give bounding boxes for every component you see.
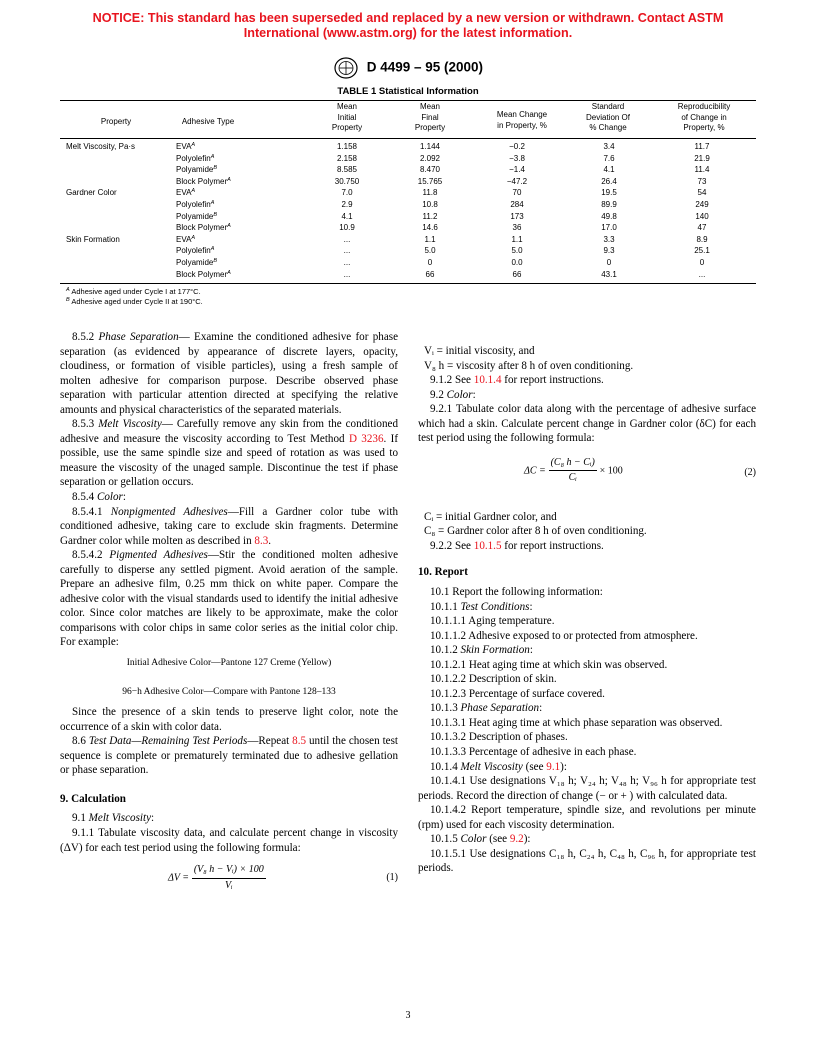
- footnote-mark: A: [210, 246, 215, 253]
- table-bottom-rule: [60, 283, 756, 284]
- para-8-5-4-2: 8.5.4.2 Pigmented Adhesives—Stir the conditioned molten adhesive carefully to disperse any settled pigment. Avoid aeration of the sample. Prepare an adhesive film, 0.25 mm thick on white paper. Compare the adhesive color with the visual standards used to identify the initial adhesive color. Since color matches are likely to be approximate, make the color comparisons with color chips in same color series as the initial color chip. For example:: [60, 549, 398, 649]
- para-10-1-4-2: 10.1.4.2 Report temperature, spindle size, and revolutions per minute (rpm) used for each viscosity determination.: [418, 804, 756, 831]
- cell-adhesive: Block Polymer$^A$: [176, 269, 231, 279]
- cell-final: 8.470: [419, 165, 441, 175]
- cell-property: Melt Viscosity, Pa·s: [66, 142, 136, 151]
- equation-1-label: (1): [386, 872, 398, 884]
- link-10-1-4[interactable]: 10.1.4: [473, 374, 502, 387]
- equation-2-label: (2): [744, 466, 756, 478]
- link-9-1[interactable]: 9.1: [546, 760, 561, 773]
- cell-stddev: 3.3: [603, 234, 615, 244]
- cell-stddev: 3.4: [603, 142, 615, 151]
- cell-repro: 0: [699, 258, 705, 267]
- cell-repro: 25.1: [694, 246, 710, 256]
- footnote-mark: B: [213, 211, 218, 218]
- table-top-rule: [60, 100, 756, 101]
- notice-line-2: International (www.astm.org) for the latest information.: [243, 26, 573, 40]
- cell-repro: 11.4: [694, 165, 710, 175]
- para-10-1-3-3: 10.1.3.3 Percentage of adhesive in each phase.: [430, 746, 637, 759]
- cell-repro: 140: [695, 211, 709, 221]
- table-row: [60, 188, 756, 197]
- cell-repro: 11.7: [694, 142, 710, 151]
- cell-repro: 8.9: [696, 234, 708, 244]
- cell-final: 0: [427, 258, 433, 267]
- cell-stddev: 43.1: [601, 269, 617, 279]
- left-column: [60, 330, 398, 905]
- page-number: 3: [405, 1010, 411, 1021]
- para-9-1-1: 9.1.1 Tabulate viscosity data, and calculate percent change in viscosity (ΔV) for each test period using the following formula:: [60, 826, 398, 854]
- withdrawn-notice: [0, 11, 816, 41]
- equation-2: ΔC = $\frac{\text{(C₈ h − Cᵢ)}}{\text{Cᵢ}}$ × 100 (2): [524, 456, 756, 484]
- para-10-1-3-2: 10.1.3.2 Description of phases.: [430, 731, 568, 744]
- cell-change: −0.2: [509, 142, 525, 151]
- cell-adhesive: $EVA^A$: [176, 234, 196, 244]
- footnote-b: $^B$ Adhesive aged under Cycle II at 190°C.: [66, 297, 203, 306]
- cell-initial: ...: [343, 258, 351, 267]
- th-property: Property: [100, 117, 132, 126]
- th-reproducibility: Reproducibility of Change in Property, %: [677, 102, 731, 132]
- th-mean-change: Mean Change in Property, %: [496, 110, 548, 130]
- table-header-rule: [60, 138, 756, 139]
- example-initial-color: Initial Adhesive Color—Pantone 127 Creme (Yellow): [126, 658, 332, 669]
- cell-change: 36: [512, 223, 522, 233]
- var-vi: Vᵢ = initial viscosity, and: [424, 345, 535, 357]
- cell-initial: 10.9: [339, 223, 355, 233]
- example-96h-color: 96−h Adhesive Color—Compare with Pantone 128–133: [122, 686, 336, 697]
- para-8-6: 8.6 Test Data—Remaining Test Periods—Repeat 8.5 until the chosen test sequence is complete or prematurely terminated due to adhesive gellation or phase separation.: [60, 735, 398, 777]
- cell-stddev: 7.6: [603, 153, 615, 163]
- cell-repro: 249: [695, 200, 709, 209]
- table-row: [60, 154, 756, 163]
- cell-final: 15.765: [417, 176, 443, 186]
- cell-stddev: 19.5: [601, 188, 617, 198]
- cell-initial: 8.585: [336, 165, 358, 175]
- cell-adhesive: Polyolefin$^A$: [176, 153, 215, 163]
- table-row: [60, 165, 756, 174]
- cell-final: 10.8: [422, 200, 438, 209]
- cell-adhesive: Polyamide$^B$: [176, 165, 218, 175]
- cell-final: 11.8: [422, 188, 438, 198]
- cell-repro: ...: [698, 269, 706, 279]
- cell-adhesive: Block Polymer$^A$: [176, 223, 231, 233]
- para-8-5-3: 8.5.3 Melt Viscosity— Carefully remove any skin from the conditioned adhesive and measure the viscosity according to Test Method D 3236. If possible, use the same spindle size and speed of rotation as was used to measure the viscosity of the unaged sample. Discontinue the test if phase separation or gellation occurs.: [60, 418, 399, 489]
- para-8-5-4-1: 8.5.4.1 Nonpigmented Adhesives—Fill a Gardner color tube with conditioned adhesive, taking care to exclude skin fragments. Determine Gardner color while molten as described in 8.3.: [60, 505, 399, 547]
- para-9-1: 9.1 Melt Viscosity:: [72, 812, 155, 825]
- para-10-1-2: 10.1.2 Skin Formation:: [430, 644, 533, 657]
- para-9-2-2: 9.2.2 See 10.1.5 for report instructions.: [430, 539, 604, 552]
- cell-stddev: 0: [606, 258, 612, 267]
- cell-stddev: 17.0: [601, 223, 617, 233]
- heading-calculation: 9. Calculation: [60, 792, 126, 805]
- cell-initial: 2.9: [341, 200, 353, 209]
- footnote-mark: B: [213, 258, 218, 264]
- heading-report: 10. Report: [418, 566, 468, 579]
- para-10-1-3-1: 10.1.3.1 Heat aging time at which phase separation was observed.: [430, 716, 723, 729]
- link-8-5[interactable]: 8.5: [292, 735, 307, 748]
- cell-adhesive: Polyamide$^B$: [176, 258, 218, 267]
- cell-adhesive: Polyolefin$^A$: [176, 246, 215, 256]
- cell-change: −1.4: [509, 165, 525, 175]
- footnote-mark: A: [191, 234, 196, 241]
- cell-final: 1.144: [419, 142, 441, 151]
- cell-change: 0.0: [511, 258, 523, 267]
- para-10-1-1-1: 10.1.1.1 Aging temperature.: [430, 615, 555, 628]
- cell-change: −47.2: [506, 176, 528, 186]
- table-body: [60, 142, 756, 282]
- footnote-mark: A: [210, 153, 215, 160]
- table-row: [60, 142, 756, 151]
- cell-initial: ...: [343, 269, 351, 279]
- cell-change: 66: [512, 269, 522, 279]
- para-10-1-4-1: 10.1.4.1 Use designations V₁₈ h; V₂₄ h; V₄₈ h; V₉₆ h for appropriate test periods. Record the direction of change (− or + ) with calculated data.: [418, 775, 756, 802]
- table-row: [60, 177, 756, 186]
- link-8-3[interactable]: 8.3: [254, 534, 269, 547]
- cell-change: 173: [510, 211, 524, 221]
- th-mean-initial: Mean Initial Property: [331, 102, 363, 132]
- para-10-1-1: 10.1.1 Test Conditions:: [430, 600, 533, 613]
- para-10-1-5-1: 10.1.5.1 Use designations C₁₈ h, C₂₄ h, C₄₈ h, C₉₆ h, for appropriate test periods.: [418, 847, 756, 875]
- astm-logo-icon: [333, 57, 359, 79]
- footnote-mark: A: [191, 142, 196, 148]
- equation-1: ΔV = $\frac{\text{(V₈ h − Vᵢ) × 100}}{\text{Vᵢ}}$ (1): [168, 864, 398, 891]
- para-10-1: 10.1 Report the following information:: [430, 586, 603, 599]
- footnote-a: $^A$ Adhesive aged under Cycle I at 177°C.: [66, 287, 201, 296]
- cell-change: 5.0: [511, 246, 523, 256]
- cell-change: 1.1: [511, 234, 523, 244]
- footnote-mark: A: [210, 200, 215, 206]
- para-10-1-5: 10.1.5 Color (see 9.2):: [430, 833, 531, 846]
- th-mean-final: Mean Final Property: [414, 102, 446, 132]
- cell-stddev: 89.9: [601, 200, 617, 209]
- para-10-1-2-3: 10.1.2.3 Percentage of surface covered.: [430, 687, 605, 700]
- para-10-1-2-1: 10.1.2.1 Heat aging time at which skin was observed.: [430, 658, 668, 671]
- cell-final: 1.1: [424, 234, 436, 244]
- notice-line-1: NOTICE: This standard has been superseded and replaced by a new version or withdrawn. Contact ASTM: [92, 11, 724, 25]
- cell-repro: 54: [697, 188, 707, 198]
- cell-adhesive: Polyamide$^B$: [176, 211, 218, 221]
- cell-stddev: 9.3: [603, 246, 615, 256]
- th-adhesive-type: Adhesive Type: [181, 117, 235, 126]
- para-10-1-4: 10.1.4 Melt Viscosity (see 9.1):: [430, 760, 567, 773]
- cell-stddev: 26.4: [601, 176, 617, 186]
- cell-final: 14.6: [422, 223, 438, 233]
- cell-property: Gardner Color: [66, 188, 117, 198]
- cell-adhesive: $EVA^A$: [176, 188, 196, 198]
- cell-initial: 4.1: [341, 211, 353, 221]
- table-title: TABLE 1 Statistical Information: [337, 86, 479, 97]
- cell-initial: 7.0: [341, 188, 353, 198]
- table-row: [60, 246, 756, 255]
- footnote-mark: A: [227, 269, 231, 276]
- footnote-mark: A: [227, 223, 231, 230]
- footnote-mark: A: [191, 188, 196, 195]
- cell-adhesive: Block Polymer$^A$: [176, 176, 231, 186]
- para-9-2: 9.2 Color:: [430, 388, 476, 401]
- cell-adhesive: Polyolefin$^A$: [176, 200, 215, 209]
- cell-change: −3.8: [509, 153, 525, 163]
- cell-initial: ...: [343, 246, 351, 256]
- cell-repro: 21.9: [694, 153, 710, 163]
- para-10-1-2-2: 10.1.2.2 Description of skin.: [430, 673, 557, 686]
- cell-final: 5.0: [424, 246, 436, 256]
- link-10-1-5[interactable]: 10.1.5: [473, 539, 502, 552]
- designation-text: D 4499 – 95 (2000): [366, 59, 484, 75]
- document-designation: [0, 57, 816, 79]
- para-10-1-1-2: 10.1.1.2 Adhesive exposed to or protected from atmosphere.: [430, 629, 698, 642]
- link-9-2[interactable]: 9.2: [509, 833, 524, 846]
- var-v8: V₈ h = viscosity after 8 h of oven conditioning.: [424, 359, 634, 372]
- footnote-mark: A: [227, 176, 231, 183]
- right-column: [418, 330, 756, 876]
- table-row: [60, 258, 756, 267]
- para-8-5-4: 8.5.4 Color:: [72, 491, 126, 504]
- table-row: [60, 270, 756, 279]
- var-ci: Cᵢ = initial Gardner color, and: [424, 510, 557, 523]
- th-std-deviation: Standard Deviation Of % Change: [585, 102, 631, 132]
- cell-initial: 1.158: [336, 142, 358, 151]
- cell-repro: 47: [697, 223, 707, 233]
- table-row: [60, 223, 756, 232]
- cell-stddev: 4.1: [603, 165, 615, 175]
- cell-initial: 30.750: [334, 176, 360, 186]
- cell-initial: ...: [343, 234, 351, 244]
- para-9-1-2: 9.1.2 See 10.1.4 for report instructions.: [430, 374, 604, 387]
- cell-initial: 2.158: [336, 153, 358, 163]
- cell-final: 2.092: [419, 153, 441, 163]
- cell-adhesive: $EVA^A$: [176, 142, 196, 151]
- table-row: [60, 212, 756, 221]
- table-row: [60, 200, 756, 209]
- var-c8: C₈ = Gardner color after 8 h of oven conditioning.: [424, 525, 647, 538]
- para-9-2-1: 9.2.1 Tabulate color data along with the percentage of adhesive surface which had a skin. Calculate percent change in Gardner color (δC) for each test period using the following formula:: [418, 403, 756, 445]
- cell-repro: 73: [697, 176, 707, 186]
- link-d3236[interactable]: D 3236: [348, 432, 384, 445]
- table-row: [60, 235, 756, 244]
- cell-final: 11.2: [422, 211, 438, 221]
- footnote-mark: B: [213, 165, 218, 172]
- cell-change: 70: [512, 188, 522, 198]
- para-8-5-2: 8.5.2 Phase Separation— Examine the conditioned adhesive for phase separation (as evidenced by appearance of discrete layers, opacity, cloudiness, or formation of visible particles), using a fresh sample of molten adhesive for comparison purpose. Describe observed phase separation with particular attention directed at specifying the relative amounts and physical characteristics of the separated materials.: [60, 331, 398, 416]
- cell-stddev: 49.8: [601, 211, 617, 221]
- cell-property: Skin Formation: [66, 234, 120, 244]
- para-10-1-3: 10.1.3 Phase Separation:: [430, 702, 543, 715]
- para-skin-note: Since the presence of a skin tends to preserve light color, note the occurrence of a skin with color data.: [60, 706, 398, 733]
- cell-final: 66: [425, 269, 435, 279]
- cell-change: 284: [510, 200, 524, 209]
